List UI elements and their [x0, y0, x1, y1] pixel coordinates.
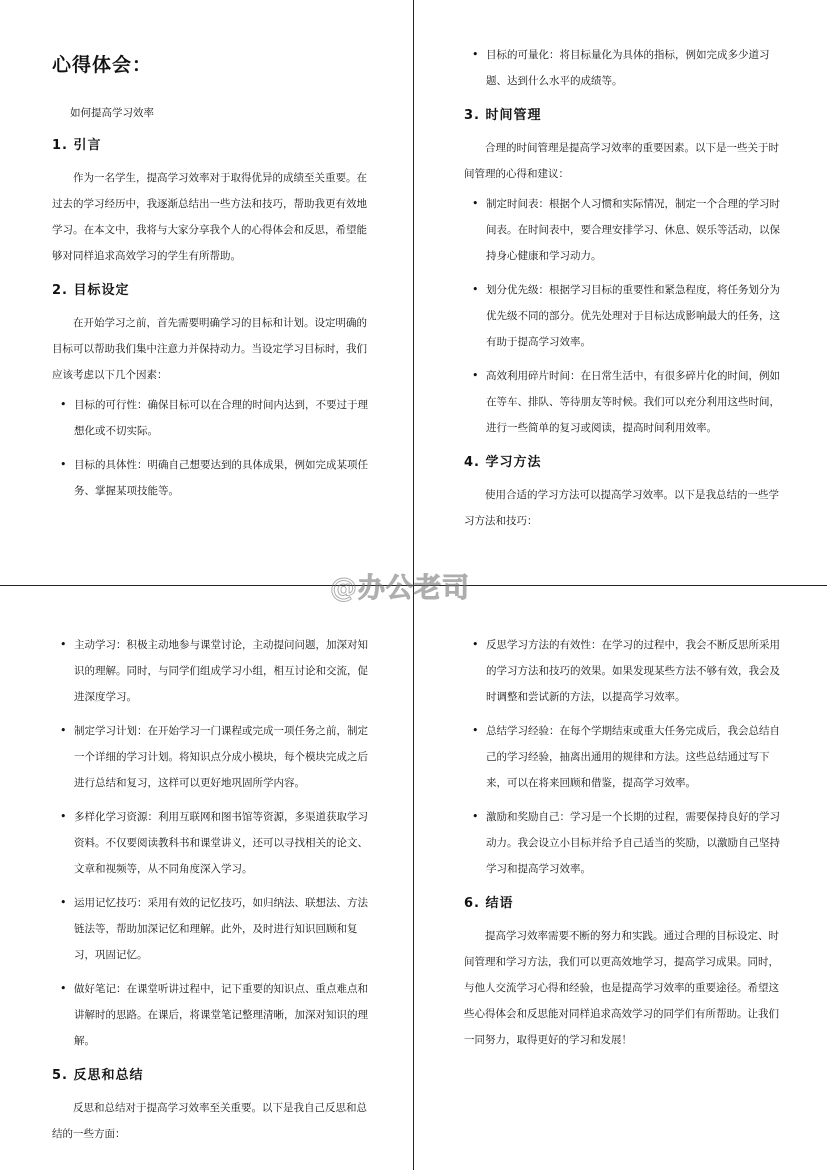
- list-item: • 制定学习计划：在开始学习一门课程或完成一项任务之前，制定一个详细的学习计划。将知识点分成小模块，每个模块完成之后进行总结和复习，这样可以更好地巩固所学内容。: [52, 718, 369, 796]
- section-heading-reflection: 5. 反思和总结: [52, 1068, 144, 1083]
- list-item: • 总结学习经验：在每个学期结束或重大任务完成后，我会总结自己的学习经验，抽离出通用的规律和方法。这些总结通过写下来，可以在将来回顾和借鉴，提高学习效率。: [464, 718, 787, 796]
- reflection-list: [464, 632, 787, 882]
- page-2: [414, 0, 827, 585]
- list-item: • 目标的可量化：将目标量化为具体的指标，例如完成多少道习题、达到什么水平的成绩等。: [464, 42, 787, 94]
- section-heading-conclusion: 6. 结语: [464, 896, 514, 911]
- section-heading-methods: 4. 学习方法: [464, 455, 542, 470]
- paragraph-reflection: 反思和总结对于提高学习效率至关重要。以下是我自己反思和总结的一些方面：: [52, 1102, 367, 1140]
- list-item: • 划分优先级：根据学习目标的重要性和紧急程度，将任务划分为优先级不同的部分。优先处理对于目标达成影响最大的任务，这有助于提高学习效率。: [464, 277, 787, 355]
- list-item: • 目标的可行性：确保目标可以在合理的时间内达到，不要过于理想化或不切实际。: [52, 392, 369, 444]
- goal-factors-list-continued: [464, 42, 787, 94]
- list-item: • 做好笔记：在课堂听讲过程中，记下重要的知识点、重点难点和讲解时的思路。在课后，将课堂笔记整理清晰，加深对知识的理解。: [52, 976, 369, 1054]
- list-item: • 高效利用碎片时间：在日常生活中，有很多碎片化的时间，例如在等车、排队、等待朋友等时候。我们可以充分利用这些时间，进行一些简单的复习或阅读，提高时间利用效率。: [464, 363, 787, 441]
- page-3: [0, 586, 413, 1170]
- section-heading-goals: 2. 目标设定: [52, 283, 130, 298]
- list-item: • 主动学习：积极主动地参与课堂讨论，主动提问问题，加深对知识的理解。同时，与同学们组成学习小组，相互讨论和交流，促进深度学习。: [52, 632, 369, 710]
- paragraph-time: 合理的时间管理是提高学习效率的重要因素。以下是一些关于时间管理的心得和建议：: [464, 142, 779, 180]
- page-4: [414, 586, 827, 1170]
- list-item: • 反思学习方法的有效性：在学习的过程中，我会不断反思所采用的学习方法和技巧的效果。如果发现某些方法不够有效，我会及时调整和尝试新的方法，以提高学习效率。: [464, 632, 787, 710]
- section-heading-intro: 1. 引言: [52, 138, 102, 153]
- list-item: • 制定时间表：根据个人习惯和实际情况，制定一个合理的学习时间表。在时间表中，要合理安排学习、休息、娱乐等活动，以保持身心健康和学习动力。: [464, 191, 787, 269]
- page-1: [0, 0, 413, 585]
- document-title: 心得体会：: [52, 54, 153, 76]
- goal-factors-list: [52, 392, 369, 504]
- paragraph-goals: 在开始学习之前，首先需要明确学习的目标和计划。设定明确的目标可以帮助我们集中注意力并保持动力。当设定学习目标时，我们应该考虑以下几个因素：: [52, 317, 367, 381]
- watermark-text: @办公老司: [330, 573, 470, 604]
- paragraph-conclusion: 提高学习效率需要不断的努力和实践。通过合理的目标设定、时间管理和学习方法，我们可以更高效地学习，提高学习成果。同时，与他人交流学习心得和经验，也是提高学习效率的重要途径。希望这些心得体会和反思能对同样追求高效学习的同学们有所帮助。让我们一同努力，取得更好的学习和发展！: [464, 930, 779, 1046]
- list-item: • 运用记忆技巧：采用有效的记忆技巧，如归纳法、联想法、方法链法等，帮助加深记忆和理解。此外，及时进行知识回顾和复习，巩固记忆。: [52, 890, 369, 968]
- list-item: • 目标的具体性：明确自己想要达到的具体成果，例如完成某项任务、掌握某项技能等。: [52, 452, 369, 504]
- paragraph-methods: 使用合适的学习方法可以提高学习效率。以下是我总结的一些学习方法和技巧：: [464, 489, 779, 527]
- methods-list: [52, 632, 369, 1054]
- list-item: • 激励和奖励自己：学习是一个长期的过程，需要保持良好的学习动力。我会设立小目标并给予自己适当的奖励，以激励自己坚持学习和提高学习效率。: [464, 804, 787, 882]
- time-tips-list: [464, 191, 787, 441]
- list-item: • 多样化学习资源：利用互联网和图书馆等资源，多渠道获取学习资料。不仅要阅读教科书和课堂讲义，还可以寻找相关的论文、文章和视频等，从不同角度深入学习。: [52, 804, 369, 882]
- paragraph-intro: 作为一名学生，提高学习效率对于取得优异的成绩至关重要。在过去的学习经历中，我逐渐总结出一些方法和技巧，帮助我更有效地学习。在本文中，我将与大家分享我个人的心得体会和反思，希望能够对同样追求高效学习的学生有所帮助。: [52, 172, 367, 262]
- section-heading-time: 3. 时间管理: [464, 108, 542, 123]
- document-subtitle: 如何提高学习效率: [70, 107, 154, 119]
